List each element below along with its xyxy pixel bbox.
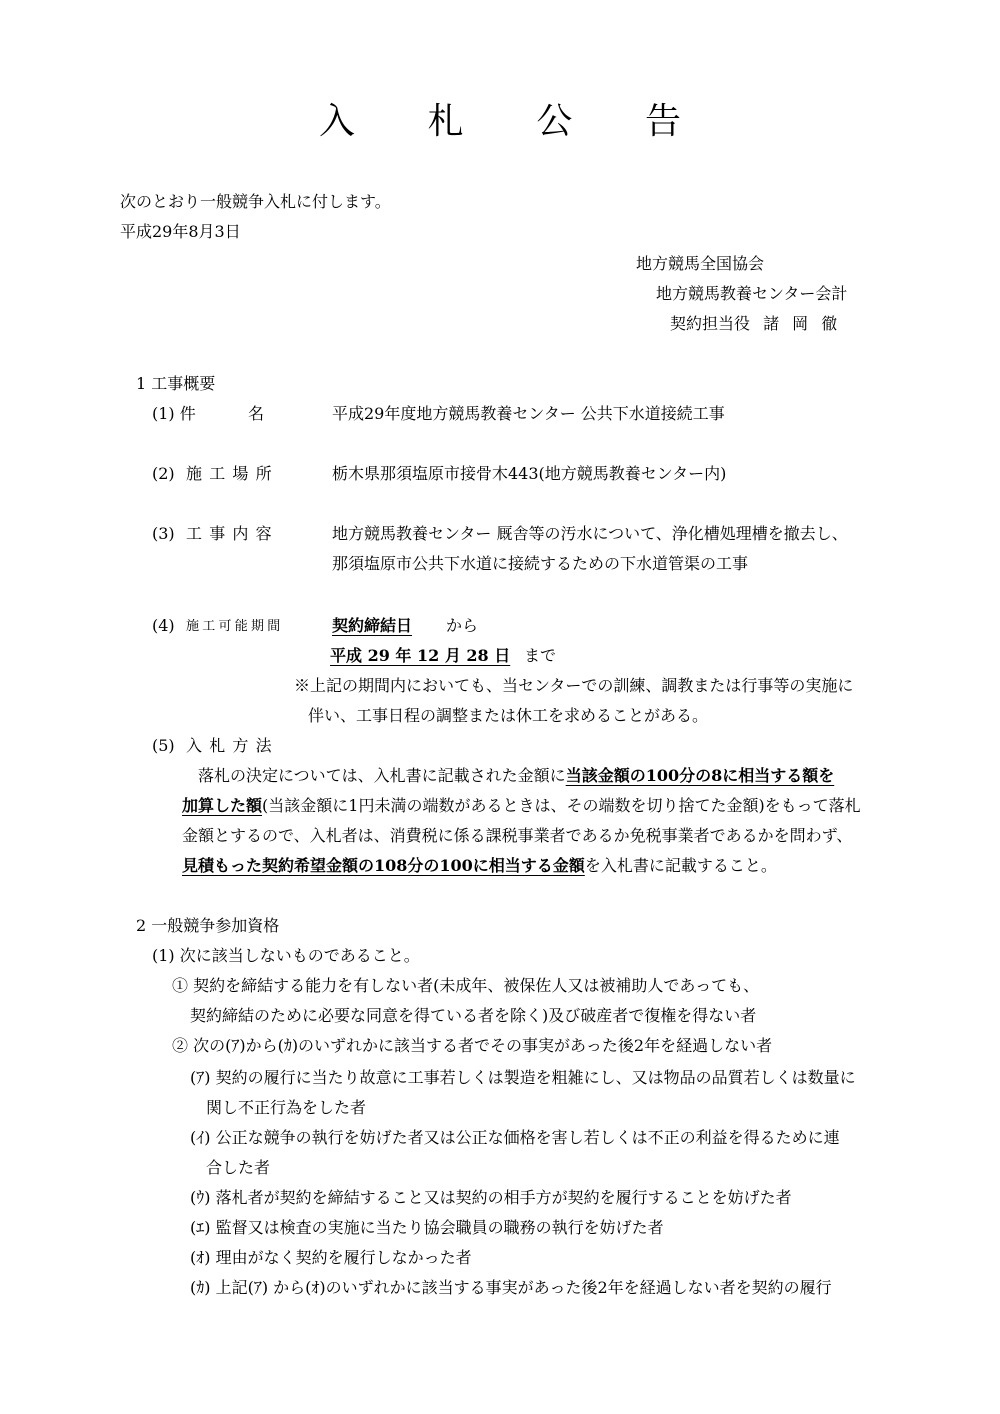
section-2-heading: 2 一般競争参加資格 [136, 916, 280, 935]
bid-method-line-1 [198, 768, 834, 784]
subclause-b-line-1: (ｲ) 公正な競争の執行を妨げた者又は公正な価格を害し若しくは不正の利益を得るために連 [190, 1128, 840, 1147]
section-2-item-1: (1) 次に該当しないものであること。 [152, 946, 420, 965]
bid-method-line-3: 金額とするので、入札者は、消費税に係る課税事業者であるか免税事業者であるかを問わず、 [182, 826, 853, 845]
bid-method-line-2-emphasis: 加算した額 [182, 796, 263, 815]
item-1-value: 平成29年度地方競馬教養センター 公共下水道接続工事 [332, 404, 725, 423]
bid-method-line-4-emphasis: 見積もった契約希望金額の108分の100に相当する金額 [182, 856, 585, 875]
item-5-number: (5) [152, 736, 175, 755]
clause-1-line-1: ① 契約を締結する能力を有しない者(未成年、被保佐人又は被補助人であっても、 [172, 976, 760, 995]
period-note-line-1: ※上記の期間内においても、当センターでの訓練、調教または行事等の実施に [294, 676, 854, 695]
subclause-e: (ｵ) 理由がなく契約を履行しなかった者 [190, 1248, 472, 1267]
bid-method-line-1-text: 落札の決定については、入札書に記載された金額に [198, 766, 566, 785]
subclause-b-line-2: 合した者 [206, 1158, 271, 1177]
page-title: 入 札 公 告 [319, 101, 712, 142]
bid-method-line-1-emphasis: 当該金額の100分の8に相当する額を [565, 766, 835, 785]
bid-method-line-4 [182, 858, 777, 874]
clause-2: ② 次の(ｱ)から(ｶ)のいずれかに該当する者でその事実があった後2年を経過しない者 [172, 1036, 773, 1055]
item-3-value-line-2: 那須塩原市公共下水道に接続するための下水道管渠の工事 [332, 554, 749, 573]
intro-text: 次のとおり一般競争入札に付します。 [120, 192, 391, 211]
period-end: 平成 29 年 12 月 28 日 [330, 646, 511, 665]
subclause-a-line-2: 関し不正行為をした者 [206, 1098, 367, 1117]
notice-date: 平成29年8月3日 [120, 222, 241, 241]
period-start: 契約締結日 [332, 616, 413, 635]
bid-method-line-4-text: を入札書に記載すること。 [584, 856, 777, 875]
subclause-a-line-1: (ｱ) 契約の履行に当たり故意に工事若しくは製造を粗雑にし、又は物品の品質若しくは数量に [190, 1068, 856, 1087]
bid-method-line-2-text: (当該金額に1円未満の端数があるときは、その端数を切り捨てた金額)をもって落札 [262, 796, 861, 815]
period-from: から [446, 616, 479, 635]
item-3-value-line-1: 地方競馬教養センター 厩舎等の汚水について、浄化槽処理槽を撤去し、 [332, 524, 848, 543]
item-2-number: (2) [152, 464, 175, 483]
item-2-value: 栃木県那須塩原市接骨木443(地方競馬教養センター内) [332, 464, 727, 483]
clause-1-line-2: 契約締結のために必要な同意を得ている者を除く)及び破産者で復権を得ない者 [190, 1006, 757, 1025]
period-to: まで [524, 646, 557, 665]
item-3-label: 工事内容 [186, 524, 279, 543]
item-1-label-2: 名 [248, 404, 265, 423]
item-3-number: (3) [152, 524, 175, 543]
period-note-line-2: 伴い、工事日程の調整または休工を求めることがある。 [308, 706, 709, 725]
item-1-label: (1) 件 [152, 404, 196, 423]
issuer-org: 地方競馬全国協会 [636, 254, 765, 273]
item-4-number: (4) [152, 616, 175, 635]
section-1-heading: 1 工事概要 [136, 374, 216, 393]
issuer-officer: 契約担当役 諸 岡 徹 [670, 314, 838, 333]
subclause-f: (ｶ) 上記(ｱ) から(ｵ)のいずれかに該当する事実があった後2年を経過しない者を契約の履行 [190, 1278, 832, 1297]
bid-method-line-2 [182, 798, 861, 814]
item-4-label: 施工可能期間 [186, 619, 284, 634]
subclause-d: (ｴ) 監督又は検査の実施に当たり協会職員の職務の執行を妨げた者 [190, 1218, 664, 1237]
item-2-label: 施工場所 [186, 464, 279, 483]
subclause-c: (ｳ) 落札者が契約を締結すること又は契約の相手方が契約を履行することを妨げた者 [190, 1188, 792, 1207]
issuer-dept: 地方競馬教養センター会計 [656, 284, 848, 303]
item-5-label: 入札方法 [186, 736, 279, 755]
